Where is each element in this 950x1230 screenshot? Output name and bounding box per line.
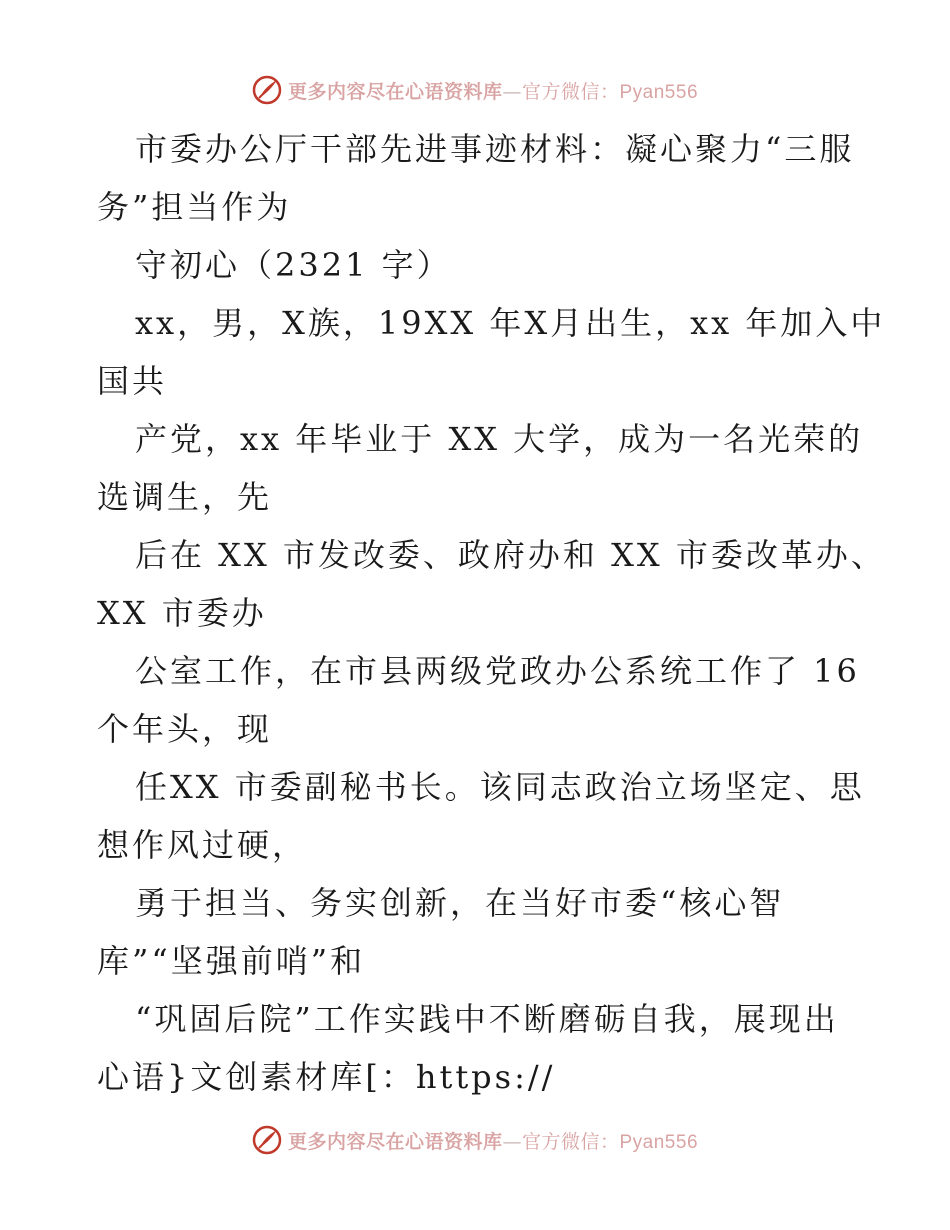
document-line: 心语}文创素材库[：https:// (97, 1058, 556, 1096)
document-body (97, 120, 886, 1106)
document-line: 守初心（2321 字） (135, 246, 452, 284)
document-line: 选调生，先 (97, 478, 273, 516)
document-line: 个年头，现 (97, 710, 273, 748)
feather-pen-logo-icon (252, 1125, 282, 1155)
header-banner-main: 更多内容尽在心语资料库 (287, 80, 503, 103)
footer-banner-main: 更多内容尽在心语资料库 (287, 1130, 503, 1153)
header-banner-dash: — (502, 80, 522, 103)
document-line: 库”“坚强前哨”和 (97, 942, 366, 980)
document-line: “巩固后院”工作实践中不断磨砺自我，展现出 (135, 1000, 839, 1038)
document-line: 想作风过硬， (97, 826, 308, 864)
footer-banner (0, 1120, 950, 1160)
footer-banner-id: Pyan556 (619, 1131, 699, 1153)
header-banner-text (288, 77, 698, 104)
document-line: 务”担当作为 (97, 188, 292, 226)
header-banner (0, 70, 950, 110)
document-line: 产党，xx 年毕业于 XX 大学，成为一名光荣的 (135, 420, 864, 458)
header-banner-wechat: 官方微信： (521, 80, 620, 103)
footer-banner-dash: — (502, 1130, 522, 1153)
header-banner-id: Pyan556 (619, 81, 699, 103)
footer-banner-text (288, 1127, 698, 1154)
document-line: 勇于担当、务实创新，在当好市委“核心智 (135, 884, 785, 922)
document-line: 市委办公厅干部先进事迹材料：凝心聚力“三服 (135, 130, 855, 168)
footer-banner-wechat: 官方微信： (521, 1130, 620, 1153)
feather-pen-logo-icon (252, 75, 282, 105)
document-line: 国共 (97, 362, 168, 400)
document-line: XX 市委办 (97, 594, 267, 632)
document-line: 公室工作，在市县两级党政办公系统工作了 16 (135, 652, 860, 690)
document-line: xx，男，X族，19XX 年X月出生，xx 年加入中 (135, 304, 886, 342)
document-line: 任XX 市委副秘书长。该同志政治立场坚定、思 (135, 768, 865, 806)
document-line: 后在 XX 市发改委、政府办和 XX 市委改革办、 (135, 536, 886, 574)
